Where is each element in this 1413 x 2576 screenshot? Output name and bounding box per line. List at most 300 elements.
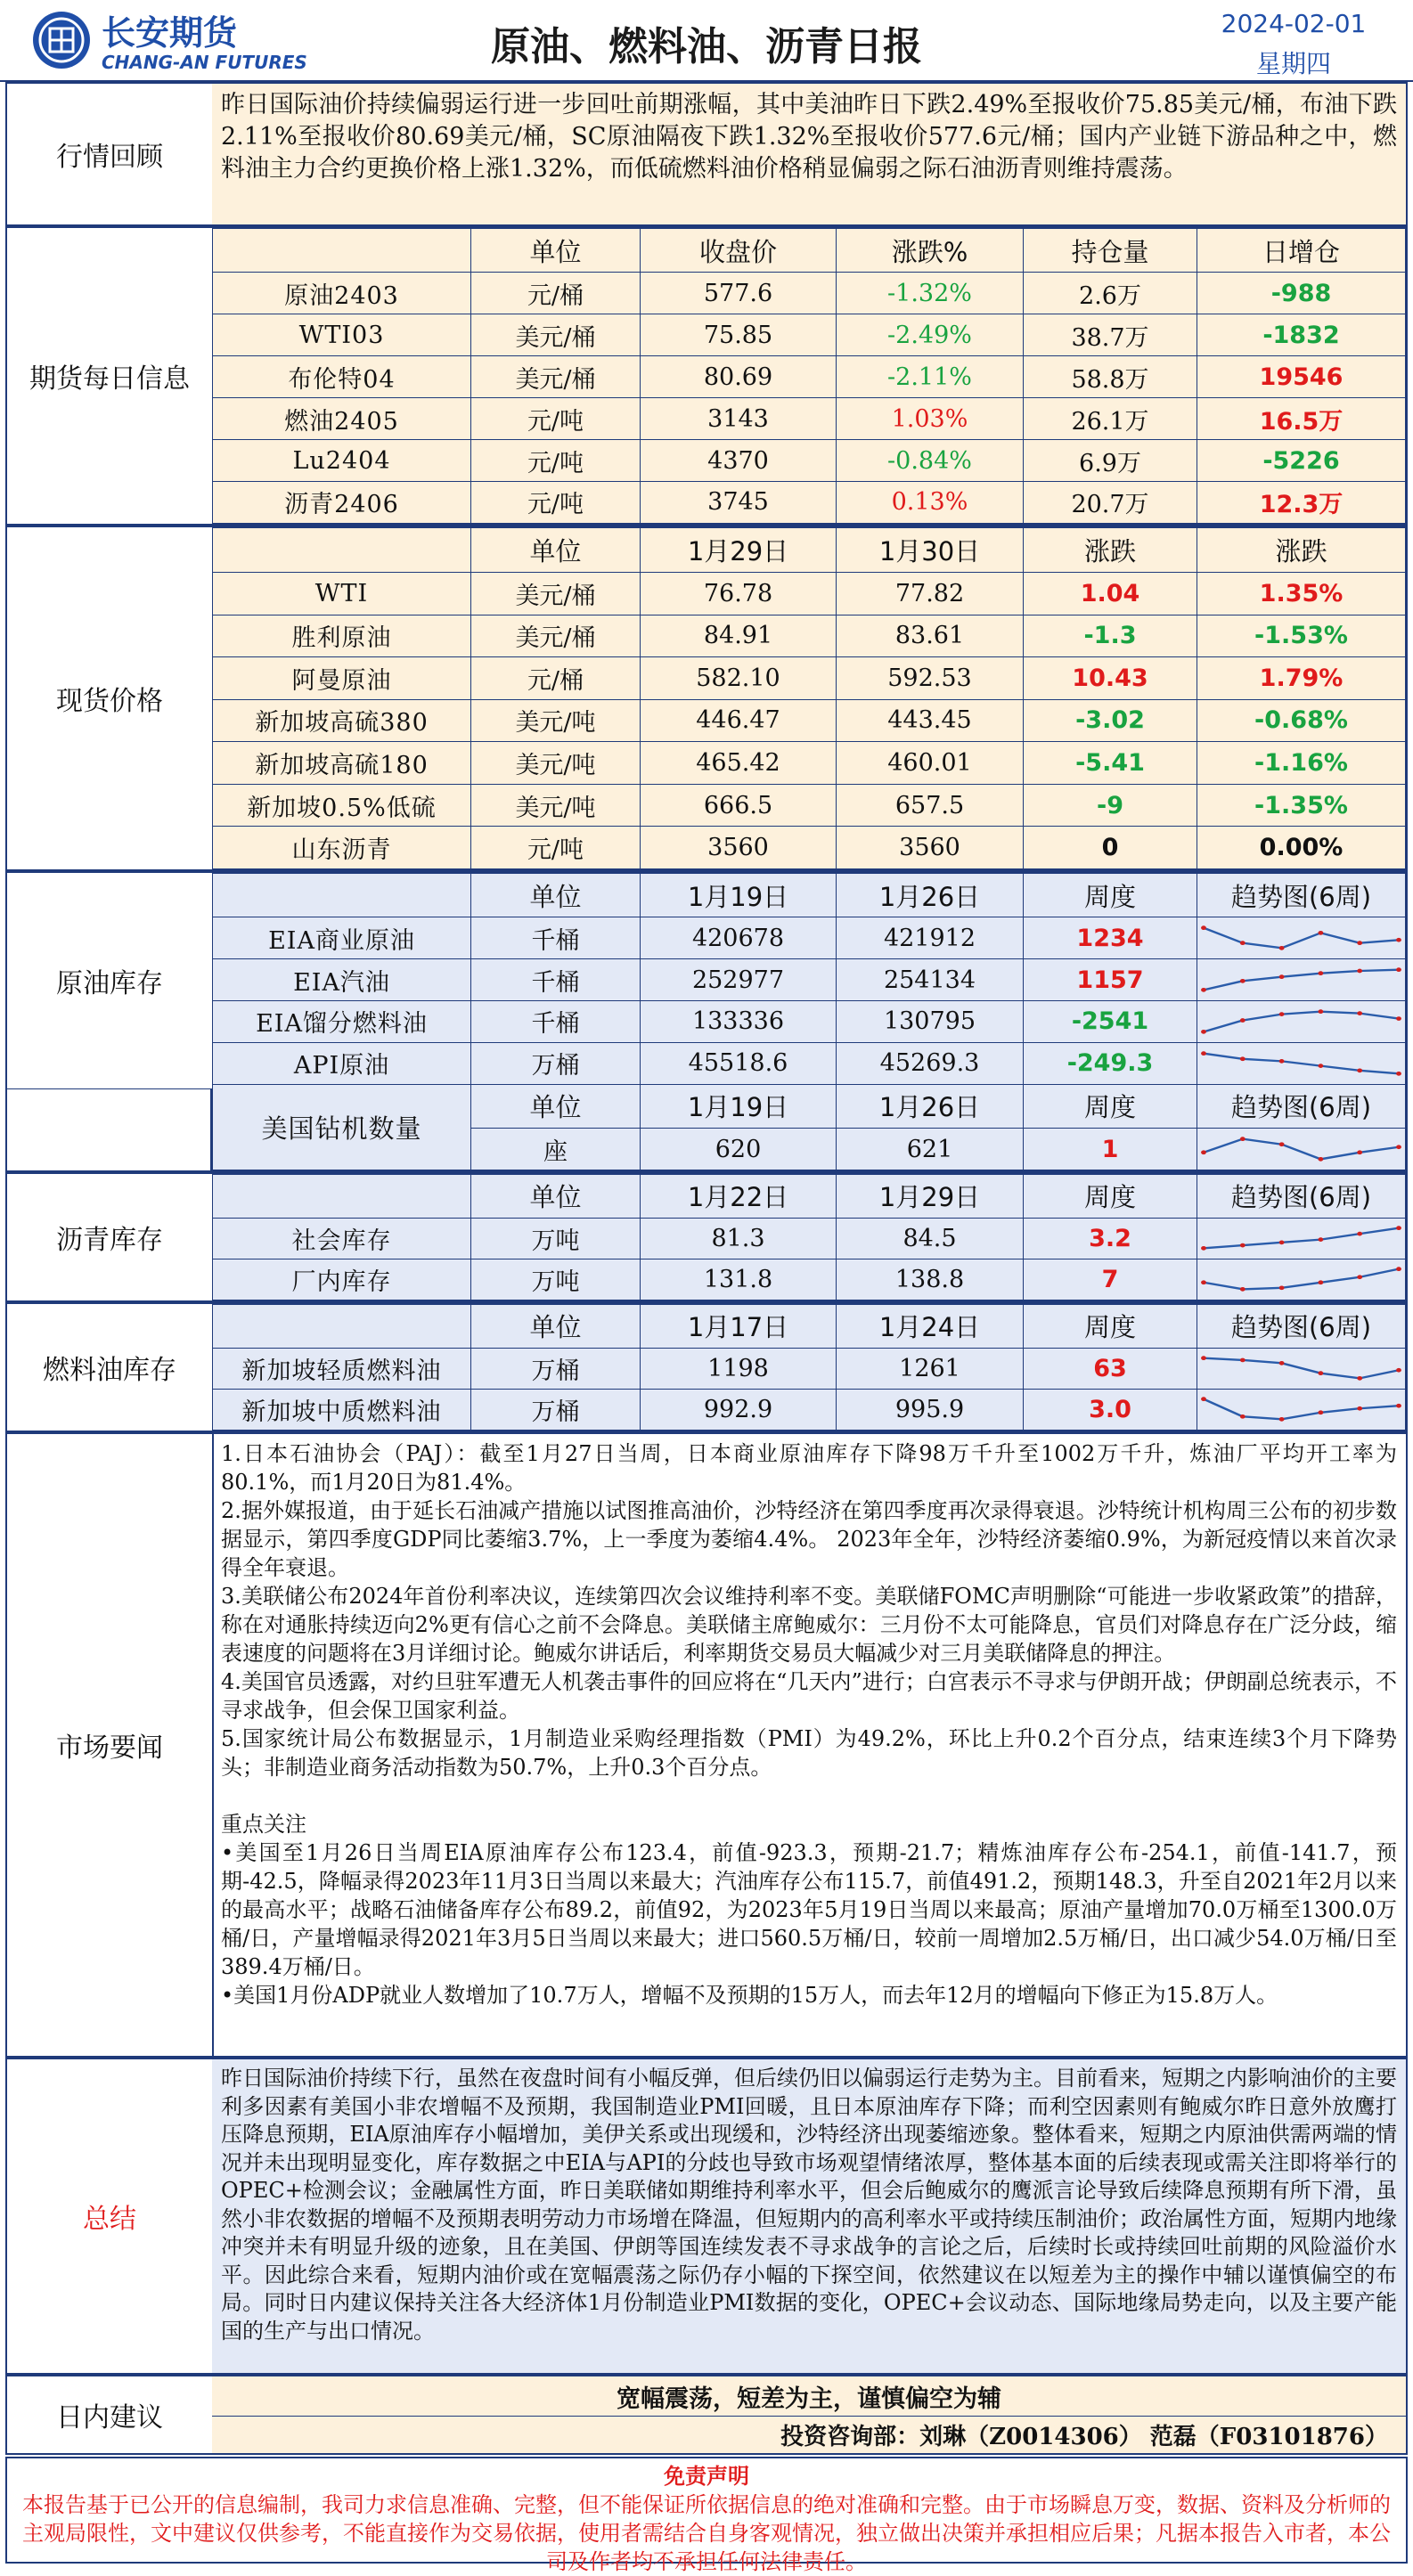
advice-label: 日内建议	[7, 2376, 214, 2453]
trend-point	[1396, 1226, 1401, 1230]
trend-point	[1396, 1368, 1401, 1373]
trend-point	[1357, 969, 1362, 974]
unit: 座	[471, 1129, 641, 1170]
unit: 美元/桶	[471, 615, 641, 657]
unit: 元/吨	[471, 481, 641, 523]
value-week1: 133336	[641, 1001, 837, 1043]
value-week2: 995.9	[837, 1389, 1024, 1430]
weekly-change: 1	[1024, 1129, 1197, 1170]
inventory-name: EIA馏分燃料油	[213, 1001, 471, 1043]
column-header	[213, 874, 471, 917]
trend-point	[1396, 938, 1401, 942]
trend-sparkline	[1197, 1394, 1405, 1424]
disclaimer	[5, 2457, 1408, 2574]
column-header: 1月17日	[641, 1305, 837, 1349]
inventory-name: 新加坡中质燃料油	[213, 1389, 471, 1430]
weekly-change: -249.3	[1024, 1042, 1197, 1084]
table-row	[213, 827, 1406, 869]
disclaimer-text: 本报告基于已公开的信息编制，我司力求信息准确、完整，但不能保证所依据信息的绝对准确和完整。由于市场瞬息万变，数据、资料及分析师的主观局限性，文中建议仅供参考，不能直接作为交易依据，使用者需结合自身客观情况，独立做出决策并承担相应后果；凡据本报告入市者，本公司及作者均不承担任何法律责任。	[22, 2492, 1391, 2574]
change-pct: 0.13%	[837, 481, 1024, 523]
table-row	[213, 314, 1406, 356]
inventory-name: 新加坡轻质燃料油	[213, 1348, 471, 1389]
asphalt-inventory-label: 沥青库存	[7, 1174, 214, 1300]
trend-point	[1201, 1246, 1206, 1251]
report-date: 2024-02-01	[1221, 9, 1367, 38]
trend-point	[1240, 941, 1246, 945]
value-week2: 1261	[837, 1348, 1024, 1389]
change-pct: 0.00%	[1197, 827, 1406, 869]
trend-point	[1279, 1012, 1285, 1016]
product-name: 新加坡高硫380	[213, 699, 471, 742]
table-header-row	[213, 1175, 1406, 1219]
futures-table	[212, 228, 1406, 524]
summary-label: 总结	[7, 2059, 214, 2373]
spot-table	[212, 527, 1406, 869]
column-header: 1月26日	[837, 1084, 1024, 1128]
trend-point	[1279, 1417, 1285, 1422]
change: -5.41	[1024, 742, 1197, 785]
trend-point	[1318, 1064, 1323, 1068]
news-item: 2.据外媒报道，由于延长石油减产措施以试图推高油价，沙特经济在第四季度再次录得衰退。沙特统计机构周三公布的初步数据显示，第四季度GDP同比萎缩3.7%，上一季度为萎缩4.4%。 2023年全年，沙特经济萎缩0.9%，为新冠疫情以来首次录得全年衰退。	[221, 1498, 1397, 1580]
trend-point	[1318, 1371, 1323, 1375]
trend-cell	[1197, 1259, 1406, 1300]
change-pct: -1.32%	[837, 273, 1024, 314]
value-week1: 131.8	[641, 1259, 837, 1300]
table-row	[213, 1348, 1406, 1389]
product-name: 阿曼原油	[213, 657, 471, 700]
review-text: 昨日国际油价持续偏弱运行进一步回吐前期涨幅，其中美油昨日下跌2.49%至报收价75.85美元/桶，布油下跌2.11%至报收价80.69美元/桶，SC原油隔夜下跌1.32%至报收价577.6元/桶；国内产业链下游品种之中，燃料油主力合约更换价格上涨1.32%，而低硫燃料油价格稍显偏弱之际石油沥青则维持震荡。	[212, 84, 1406, 224]
unit: 万桶	[471, 1389, 641, 1430]
unit: 万吨	[471, 1218, 641, 1259]
table-row	[213, 1389, 1406, 1430]
column-header: 1月19日	[641, 874, 837, 917]
table-header-row	[213, 1305, 1406, 1349]
product-name: 新加坡0.5%低硫	[213, 784, 471, 827]
trend-point	[1396, 1268, 1401, 1272]
trend-point	[1201, 1398, 1206, 1402]
unit: 元/桶	[471, 657, 641, 700]
column-header: 涨跌%	[837, 229, 1024, 273]
value-week1: 620	[641, 1129, 837, 1170]
crude-inventory-section	[5, 871, 1408, 1172]
trend-line	[1204, 1269, 1399, 1290]
focus-title: 重点关注	[221, 1812, 306, 1837]
change-pct: -0.68%	[1197, 699, 1406, 742]
value-week1: 252977	[641, 959, 837, 1001]
trend-point	[1318, 1157, 1323, 1162]
summary-text: 昨日国际油价持续下行，虽然在夜盘时间有小幅反弹，但后续仍旧以偏弱运行走势为主。目前看来，短期之内影响油价的主要利多因素有美国小非农增幅不及预期，我国制造业PMI回暖，且日本原油库存下降；而利空因素则有鲍威尔昨日意外放鹰打压降息预期，EIA原油库存小幅增加，美伊关系或出现缓和，沙特经济出现萎缩迹象。整体看来，短期之内原油供需两端的情况并未出现明显变化，库存数据之中EIA与API的分歧也导致市场观望情绪浓厚，整体基本面的后续表现或需关注即将举行的OPEC+检测会议；金融属性方面，昨日美联储如期维持利率水平，但会后鲍威尔的鹰派言论导致后续降息预期有所下滑，虽然小非农数据的增幅不及预期表明劳动力市场增在降温，但短期内的高利率水平或持续压制油价；政治属性方面，短期内地缘冲突并未有明显升级的迹象，且在美国、伊朗等国连续发表不寻求战争的言论之后，后续时长或持续回吐前期的风险溢价水平。因此综合来看，短期内油价或在宽幅震荡之际仍存小幅的下探空间，依然建议在以短差为主的操作中辅以谨慎偏空的布局。同时日内建议保持关注各大经济体1月份制造业PMI数据的变化，OPEC+会议动态、国际地缘局势走向，以及主要产能国的生产与出口情况。	[212, 2059, 1406, 2373]
price-day2: 657.5	[837, 784, 1024, 827]
trend-point	[1396, 967, 1401, 972]
table-row	[213, 742, 1406, 785]
column-header: 周度	[1024, 1305, 1197, 1349]
news-label: 市场要闻	[7, 1434, 214, 2056]
trend-point	[1201, 1030, 1206, 1034]
change: -1.3	[1024, 615, 1197, 657]
trend-cell	[1197, 1348, 1406, 1389]
trend-point	[1396, 1072, 1401, 1076]
close-price: 80.69	[641, 356, 837, 398]
summary-section	[5, 2058, 1408, 2375]
trend-line	[1204, 1054, 1399, 1074]
column-header: 1月24日	[837, 1305, 1024, 1349]
news-body	[212, 1434, 1406, 2056]
trend-line	[1204, 928, 1399, 949]
unit: 元/吨	[471, 398, 641, 440]
change-pct: 1.79%	[1197, 657, 1406, 700]
trend-sparkline	[1197, 1048, 1405, 1079]
change-pct: -1.53%	[1197, 615, 1406, 657]
trend-point	[1201, 1051, 1206, 1056]
value-week2: 45269.3	[837, 1042, 1024, 1084]
unit: 美元/桶	[471, 356, 641, 398]
trend-point	[1357, 1376, 1362, 1381]
price-day2: 77.82	[837, 572, 1024, 615]
trend-cell	[1197, 1129, 1406, 1170]
unit: 元/桶	[471, 273, 641, 314]
weekly-change: -2541	[1024, 1001, 1197, 1043]
review-section	[5, 82, 1408, 226]
trend-point	[1201, 925, 1206, 930]
daily-oi-change: -988	[1197, 273, 1406, 314]
value-week1: 81.3	[641, 1218, 837, 1259]
trend-point	[1318, 931, 1323, 935]
price-day1: 76.78	[641, 572, 837, 615]
change: 1.04	[1024, 572, 1197, 615]
trend-line	[1204, 970, 1399, 990]
unit: 元/吨	[471, 827, 641, 869]
close-price: 577.6	[641, 273, 837, 314]
disclaimer-title: 免责声明	[664, 2464, 749, 2489]
product-name: 新加坡高硫180	[213, 742, 471, 785]
column-header: 收盘价	[641, 229, 837, 273]
weekly-change: 1234	[1024, 917, 1197, 959]
trend-sparkline	[1197, 1264, 1405, 1294]
change: -9	[1024, 784, 1197, 827]
change: -3.02	[1024, 699, 1197, 742]
price-day1: 446.47	[641, 699, 837, 742]
unit: 万桶	[471, 1348, 641, 1389]
focus-item: •美国1月份ADP就业人数增加了10.7万人，增幅不及预期的15万人，而去年12月的增幅向下修正为15.8万人。	[221, 1983, 1278, 2008]
table-row	[213, 1042, 1406, 1084]
trend-point	[1396, 1145, 1401, 1149]
trend-cell	[1197, 1042, 1406, 1084]
table-row	[213, 572, 1406, 615]
inventory-name: EIA汽油	[213, 959, 471, 1001]
price-day2: 592.53	[837, 657, 1024, 700]
price-day1: 3560	[641, 827, 837, 869]
price-day2: 443.45	[837, 699, 1024, 742]
trend-point	[1279, 1286, 1285, 1291]
trend-point	[1240, 1243, 1246, 1248]
unit: 万桶	[471, 1042, 641, 1084]
weekly-change: 3.0	[1024, 1389, 1197, 1430]
table-row	[213, 615, 1406, 657]
column-header: 单位	[471, 1084, 641, 1128]
news-item: 3.美联储公布2024年首份利率决议，连续第四次会议维持利率不变。美联储FOMC声明删除“可能进一步收紧政策”的措辞，称在对通胀持续迈向2%更有信心之前不会降息。美联储主席鲍威尔：三月份不太可能降息，官员们对降息存在广泛分歧，缩表速度的问题将在3月详细讨论。鲍威尔讲话后，利率期货交易员大幅减少对三月美联储降息的押注。	[221, 1584, 1397, 1666]
column-header: 1月26日	[837, 874, 1024, 917]
product-name: 胜利原油	[213, 615, 471, 657]
daily-oi-change: 19546	[1197, 356, 1406, 398]
trend-point	[1318, 971, 1323, 975]
column-header	[213, 528, 471, 573]
spacer	[221, 1781, 1397, 1810]
trend-point	[1240, 1018, 1246, 1023]
change-pct: 1.03%	[837, 398, 1024, 440]
open-interest: 20.7万	[1024, 481, 1197, 523]
report-title: 原油、燃料油、沥青日报	[491, 24, 922, 69]
open-interest: 26.1万	[1024, 398, 1197, 440]
price-day1: 582.10	[641, 657, 837, 700]
value-week1: 992.9	[641, 1389, 837, 1430]
change-pct: -0.84%	[837, 440, 1024, 482]
price-day1: 666.5	[641, 784, 837, 827]
table-row	[213, 1218, 1406, 1259]
trend-point	[1201, 1356, 1206, 1360]
unit: 元/吨	[471, 440, 641, 482]
fuel-inventory-label: 燃料油库存	[7, 1304, 214, 1431]
advice-advisors: 投资咨询部：刘琳（Z0014306） 范磊（F03101876）	[780, 2423, 1388, 2450]
value-week1: 420678	[641, 917, 837, 959]
spot-section	[5, 526, 1408, 871]
value-week2: 138.8	[837, 1259, 1024, 1300]
trend-cell	[1197, 1389, 1406, 1430]
open-interest: 38.7万	[1024, 314, 1197, 356]
contract-name: WTI03	[213, 314, 471, 356]
company-name-en: CHANG-AN FUTURES	[102, 52, 307, 73]
inventory-name: 厂内库存	[213, 1259, 471, 1300]
fuel-inventory-section	[5, 1302, 1408, 1432]
weekly-change: 63	[1024, 1348, 1197, 1389]
asphalt-inventory-section	[5, 1172, 1408, 1302]
futures-label: 期货每日信息	[7, 228, 214, 524]
close-price: 75.85	[641, 314, 837, 356]
daily-oi-change: -5226	[1197, 440, 1406, 482]
trend-line	[1204, 1139, 1399, 1160]
report-weekday: 星期四	[1255, 49, 1331, 78]
column-header: 涨跌	[1197, 528, 1406, 573]
weekly-change: 1157	[1024, 959, 1197, 1001]
trend-line	[1204, 1012, 1399, 1032]
column-header: 1月19日	[641, 1084, 837, 1128]
table-row	[213, 959, 1406, 1001]
column-header: 单位	[471, 874, 641, 917]
column-header: 周度	[1024, 1084, 1197, 1128]
trend-point	[1240, 1414, 1246, 1419]
column-header: 单位	[471, 229, 641, 273]
trend-point	[1279, 1059, 1285, 1064]
trend-point	[1279, 1361, 1285, 1365]
column-header: 1月30日	[837, 528, 1024, 573]
change-pct: -2.49%	[837, 314, 1024, 356]
trend-point	[1357, 1276, 1362, 1280]
column-header: 1月29日	[641, 528, 837, 573]
review-label: 行情回顾	[7, 84, 214, 224]
column-header: 1月29日	[837, 1175, 1024, 1219]
trend-sparkline	[1197, 1223, 1405, 1253]
column-header: 周度	[1024, 1175, 1197, 1219]
trend-cell	[1197, 1001, 1406, 1043]
open-interest: 58.8万	[1024, 356, 1197, 398]
trend-cell	[1197, 1218, 1406, 1259]
contract-name: 燃油2405	[213, 398, 471, 440]
trend-point	[1279, 974, 1285, 979]
unit: 美元/桶	[471, 572, 641, 615]
value-week2: 621	[837, 1129, 1024, 1170]
column-header: 持仓量	[1024, 229, 1197, 273]
trend-point	[1396, 1404, 1401, 1408]
price-day2: 3560	[837, 827, 1024, 869]
table-header-row	[213, 229, 1406, 273]
inventory-name: 社会库存	[213, 1218, 471, 1259]
value-week2: 421912	[837, 917, 1024, 959]
trend-sparkline	[1197, 1353, 1405, 1383]
fuel-inventory-table	[212, 1304, 1406, 1431]
trend-point	[1318, 1281, 1323, 1285]
trend-point	[1279, 1241, 1285, 1245]
column-header: 日增仓	[1197, 229, 1406, 273]
trend-point	[1357, 941, 1362, 945]
news-item: 4.美国官员透露，对约旦驻军遭无人机袭击事件的回应将在“几天内”进行；白宫表示不寻求与伊朗开战；伊朗副总统表示，不寻求战争，但会保卫国家利益。	[221, 1669, 1397, 1723]
table-row	[213, 657, 1406, 700]
table-row	[213, 1259, 1406, 1300]
open-interest: 2.6万	[1024, 273, 1197, 314]
trend-point	[1201, 988, 1206, 992]
trend-cell	[1197, 959, 1406, 1001]
crude-inventory-table	[212, 873, 1406, 1170]
change: 10.43	[1024, 657, 1197, 700]
focus-item: •美国至1月26日当周EIA原油库存公布123.4，前值-923.3，预期-21.7；精炼油库存公布-254.1，前值-141.7，预期-42.5，降幅录得2023年11月3日当周以来最大；汽油库存公布115.7，前值491.2，预期148.3，升至自2021年2月以来的最高水平；战略石油储备库存公布89.2，前值92，为2023年5月19日当周以来最高；原油产量增加70.0万桶至1300.0万桶/日，产量增幅录得2021年3月5日当周以来最大；进口560.5万桶/日，较前一周增加2.5万桶/日，出口减少54.0万桶/日至389.4万桶/日。	[221, 1840, 1397, 1979]
trend-point	[1240, 1137, 1246, 1141]
table-row	[213, 699, 1406, 742]
trend-point	[1357, 1068, 1362, 1072]
trend-sparkline	[1197, 923, 1405, 953]
trend-cell	[1197, 917, 1406, 959]
trend-point	[1318, 1237, 1323, 1242]
price-day1: 84.91	[641, 615, 837, 657]
news-section	[5, 1432, 1408, 2058]
change-pct: -1.16%	[1197, 742, 1406, 785]
unit: 千桶	[471, 1001, 641, 1043]
column-header: 趋势图(6周)	[1197, 874, 1406, 917]
contract-name: Lu2404	[213, 440, 471, 482]
unit: 美元/吨	[471, 699, 641, 742]
price-day2: 460.01	[837, 742, 1024, 785]
close-price: 4370	[641, 440, 837, 482]
trend-point	[1318, 1411, 1323, 1415]
column-header: 周度	[1024, 874, 1197, 917]
change-pct: -1.35%	[1197, 784, 1406, 827]
advice-text: 宽幅震荡，短差为主，谨慎偏空为辅	[212, 2376, 1406, 2417]
column-header: 趋势图(6周)	[1197, 1084, 1406, 1128]
trend-sparkline	[1197, 965, 1405, 995]
trend-point	[1240, 1056, 1246, 1061]
daily-oi-change: -1832	[1197, 314, 1406, 356]
table-row	[213, 356, 1406, 398]
trend-point	[1240, 979, 1246, 983]
trend-point	[1279, 946, 1285, 950]
value-week1: 45518.6	[641, 1042, 837, 1084]
column-header	[213, 1305, 471, 1349]
table-row	[213, 917, 1406, 959]
unit: 千桶	[471, 959, 641, 1001]
table-row	[213, 481, 1406, 523]
unit: 千桶	[471, 917, 641, 959]
unit: 美元/吨	[471, 742, 641, 785]
daily-oi-change: 16.5万	[1197, 398, 1406, 440]
column-header: 涨跌	[1024, 528, 1197, 573]
rig-header-row	[213, 1084, 1406, 1128]
weekly-change: 3.2	[1024, 1218, 1197, 1259]
crude-inventory-label: 原油库存	[7, 873, 214, 1088]
inventory-name: API原油	[213, 1042, 471, 1084]
contract-name: 沥青2406	[213, 481, 471, 523]
trend-point	[1357, 1406, 1362, 1411]
column-header: 单位	[471, 528, 641, 573]
trend-point	[1240, 1287, 1246, 1292]
trend-line	[1204, 1399, 1399, 1420]
news-item: 1.日本石油协会（PAJ）：截至1月27日当周，日本商业原油库存下降98万千升至1002万千升，炼油厂平均开工率为80.1%，而1月20日为81.4%。	[221, 1441, 1397, 1495]
table-row	[213, 784, 1406, 827]
trend-point	[1318, 1009, 1323, 1014]
open-interest: 6.9万	[1024, 440, 1197, 482]
trend-sparkline	[1197, 1007, 1405, 1037]
futures-section	[5, 226, 1408, 526]
advice-section	[5, 2375, 1408, 2455]
trend-line	[1204, 1358, 1399, 1379]
column-header: 1月22日	[641, 1175, 837, 1219]
change-pct: 1.35%	[1197, 572, 1406, 615]
column-header: 单位	[471, 1175, 641, 1219]
table-header-row	[213, 528, 1406, 573]
change-pct: -2.11%	[837, 356, 1024, 398]
close-price: 3143	[641, 398, 837, 440]
contract-name: 布伦特04	[213, 356, 471, 398]
table-row	[213, 1001, 1406, 1043]
contract-name: 原油2403	[213, 273, 471, 314]
product-name: 山东沥青	[213, 827, 471, 869]
column-header	[213, 229, 471, 273]
value-week2: 84.5	[837, 1218, 1024, 1259]
daily-oi-change: 12.3万	[1197, 481, 1406, 523]
asphalt-inventory-table	[212, 1174, 1406, 1300]
unit: 万吨	[471, 1259, 641, 1300]
trend-point	[1396, 1016, 1401, 1021]
value-week1: 1198	[641, 1348, 837, 1389]
trend-point	[1357, 1011, 1362, 1015]
column-header: 单位	[471, 1305, 641, 1349]
news-item: 5.国家统计局公布数据显示，1月制造业采购经理指数（PMI）为49.2%，环比上升0.2个百分点，结束连续3个月下降势头；非制造业商务活动指数为50.7%，上升0.3个百分点。	[221, 1726, 1397, 1780]
price-day2: 83.61	[837, 615, 1024, 657]
price-day1: 465.42	[641, 742, 837, 785]
table-row	[213, 398, 1406, 440]
value-week2: 254134	[837, 959, 1024, 1001]
change: 0	[1024, 827, 1197, 869]
trend-point	[1357, 1150, 1362, 1154]
unit: 美元/桶	[471, 314, 641, 356]
trend-point	[1279, 1142, 1285, 1146]
trend-point	[1201, 1150, 1206, 1154]
product-name: WTI	[213, 572, 471, 615]
value-week2: 130795	[837, 1001, 1024, 1043]
unit: 美元/吨	[471, 784, 641, 827]
rig-count-name: 美国钻机数量	[213, 1084, 471, 1170]
inventory-name: EIA商业原油	[213, 917, 471, 959]
table-row	[213, 273, 1406, 314]
trend-sparkline	[1197, 1134, 1405, 1164]
trend-point	[1240, 1358, 1246, 1363]
column-header: 趋势图(6周)	[1197, 1305, 1406, 1349]
